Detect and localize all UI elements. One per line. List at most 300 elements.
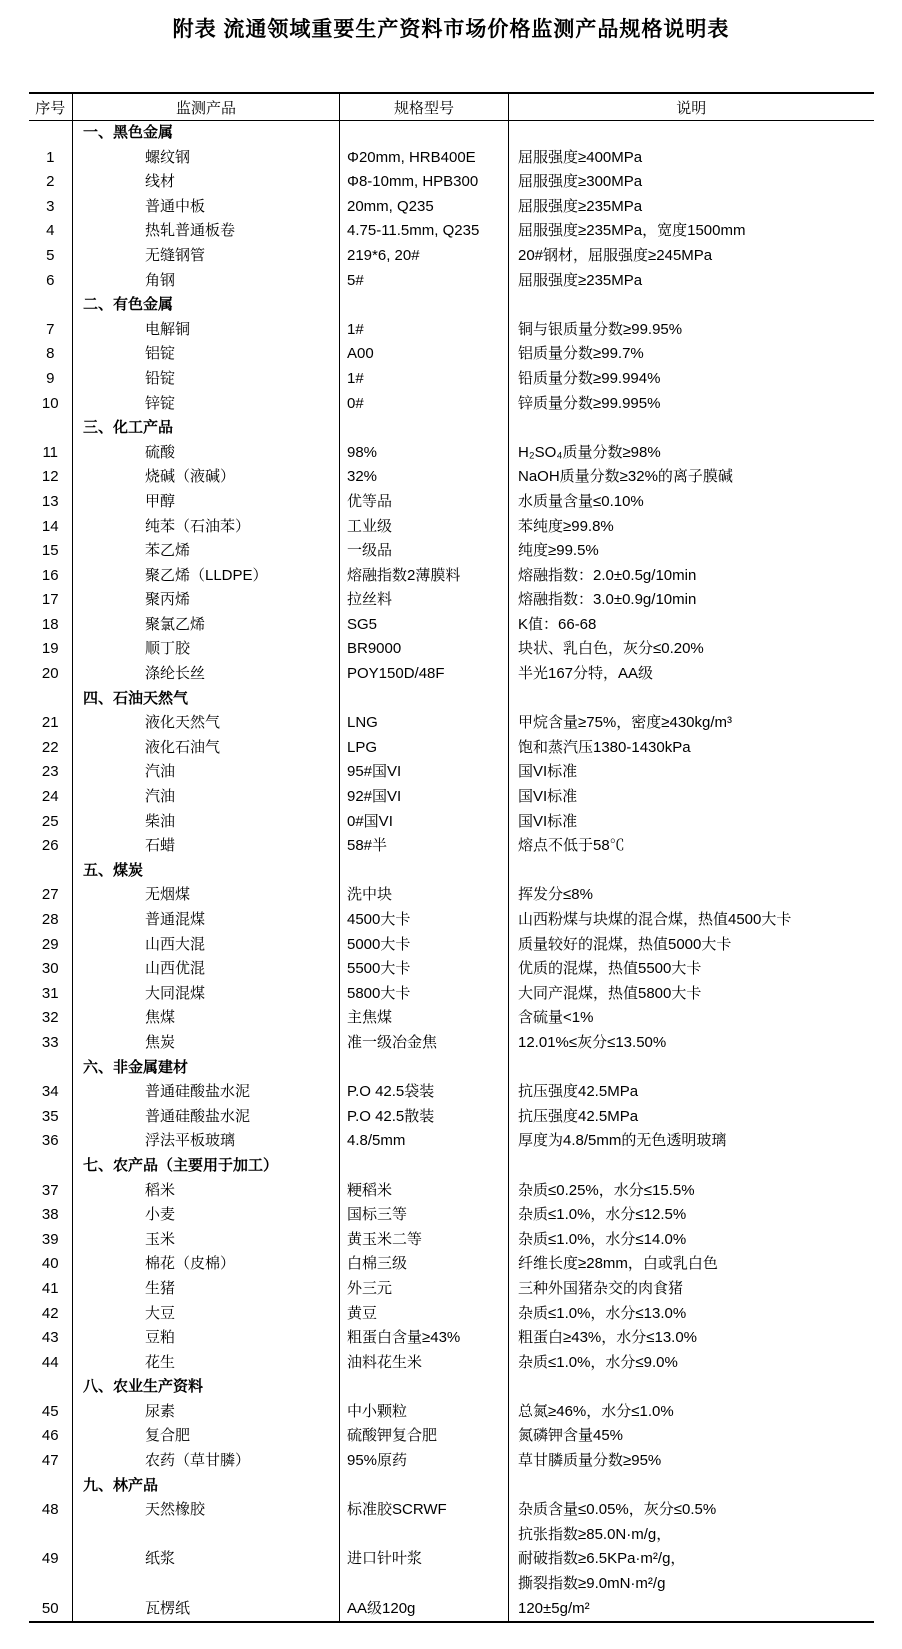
category-no-cell [29,1474,73,1499]
spec-model: 油料花生米 [340,1351,509,1376]
product-row [29,1302,874,1327]
description [509,662,874,687]
product-name: 角钢 [73,269,340,294]
spec-model: P.O 42.5袋装 [340,1080,509,1105]
spec-model: 5500大卡 [340,957,509,982]
product-name: 石蜡 [73,834,340,859]
product-name: 普通硅酸盐水泥 [73,1080,340,1105]
row-number: 41 [41,1279,59,1297]
description-line: 饱和蒸汽压1380-1430kPa [518,738,691,756]
product-row [29,170,874,195]
spec-model: 58#半 [340,834,509,859]
product-row [29,465,874,490]
description [509,367,874,392]
description-line: 总氮≥46%，水分≤1.0% [518,1402,674,1420]
row-number: 32 [41,1009,59,1027]
description [509,441,874,466]
product-row [29,1449,874,1474]
row-number: 28 [41,911,59,928]
product-row [29,1105,874,1130]
row-number: 39 [41,1230,59,1248]
spec-model: POY150D/48F [340,662,509,687]
description [509,957,874,982]
product-name: 电解铜 [73,318,340,343]
product-row [29,1277,874,1302]
description [509,1277,874,1302]
category-desc-cell [509,1474,874,1499]
spec-model: 1# [340,318,509,343]
category-spec-cell [340,687,509,712]
row-number: 1 [46,148,55,166]
product-name: 柴油 [73,810,340,835]
spec-model: 92#国VI [340,785,509,810]
product-name: 螺纹钢 [73,146,340,171]
description [509,785,874,810]
description-line: 杂质含量≤0.05%，灰分≤0.5% [518,1501,717,1519]
description-line: 纤维长度≥28mm，白或乳白色 [518,1255,718,1273]
row-number: 36 [41,1132,59,1150]
product-row [29,367,874,392]
header-row [29,93,874,121]
product-name: 普通硅酸盐水泥 [73,1105,340,1130]
product-name: 汽油 [73,760,340,785]
spec-model: 洗中块 [340,883,509,908]
description-line: 国VI标准 [518,812,578,830]
product-row [29,982,874,1007]
product-name: 甲醇 [73,490,340,515]
product-row [29,1547,874,1596]
description-line: 铅质量分数≥99.994% [518,369,661,387]
product-name: 液化天然气 [73,711,340,736]
description-line: 20#钢材，屈服强度≥245MPa [518,246,713,264]
row-number: 33 [41,1033,59,1051]
description [509,539,874,564]
description [509,613,874,638]
category-row [29,1474,874,1499]
col-header-spec: 规格型号 [340,93,509,121]
category-spec-cell [340,416,509,441]
row-number: 48 [41,1501,59,1519]
description-line: 屈服强度≥300MPa [518,173,643,191]
description-line: 优质的混煤，热值5500大卡 [518,960,702,978]
product-name: 焦炭 [73,1031,340,1056]
description [509,219,874,244]
product-name: 锌锭 [73,392,340,417]
product-name: 山西优混 [73,957,340,982]
category-no-cell [29,293,73,318]
spec-model: 准一级冶金焦 [340,1031,509,1056]
description-line: 杂质≤1.0%，水分≤14.0% [518,1230,687,1248]
row-number: 14 [41,517,59,535]
row-number: 7 [46,320,55,338]
product-row [29,342,874,367]
category-desc-cell [509,1056,874,1081]
spec-model: Φ8-10mm, HPB300 [340,170,509,195]
description-line: 屈服强度≥235MPa [518,197,643,215]
description [509,318,874,343]
category-spec-cell [340,859,509,884]
description-line: 质量较好的混煤，热值5000大卡 [518,935,732,953]
category-spec-cell [340,293,509,318]
description-line: 挥发分≤8% [518,886,593,904]
description-line: H₂SO₄质量分数≥98% [518,443,661,461]
col-header-no: 序号 [29,93,73,121]
description [509,908,874,933]
description [509,1326,874,1351]
description-line: 国VI标准 [518,788,578,806]
row-number: 8 [46,345,55,363]
product-row [29,662,874,687]
description [509,810,874,835]
category-label: 三、化工产品 [73,416,340,441]
description-line: 抗张指数≥85.0N·m/g， [518,1525,672,1543]
category-spec-cell [340,121,509,146]
col-header-desc: 说明 [509,93,874,121]
description-line: 撕裂指数≥9.0mN·m²/g [518,1575,666,1593]
row-number: 6 [46,271,55,289]
description-line: 12.01%≤灰分≤13.50% [518,1033,667,1051]
spec-model: 粗蛋白含量≥43% [340,1326,509,1351]
product-name: 大豆 [73,1302,340,1327]
row-number: 12 [41,468,59,486]
product-row [29,613,874,638]
spec-model: 4.75-11.5mm, Q235 [340,219,509,244]
description [509,1031,874,1056]
description-line: 大同产混煤，热值5800大卡 [518,984,702,1002]
description [509,244,874,269]
col-header-product: 监测产品 [73,93,340,121]
product-name: 普通中板 [73,195,340,220]
product-row [29,1080,874,1105]
description-line: 厚度为4.8/5mm的无色透明玻璃 [518,1132,727,1150]
category-spec-cell [340,1154,509,1179]
spec-model: A00 [340,342,509,367]
product-name: 棉花（皮棉） [73,1252,340,1277]
category-desc-cell [509,121,874,146]
spec-model: 20mm, Q235 [340,195,509,220]
description-line: 杂质≤0.25%，水分≤15.5% [518,1181,695,1199]
spec-model: 黄豆 [340,1302,509,1327]
spec-model: 中小颗粒 [340,1400,509,1425]
row-number: 30 [41,960,59,978]
spec-model: 硫酸钾复合肥 [340,1424,509,1449]
product-name: 铅锭 [73,367,340,392]
category-no-cell [29,1375,73,1400]
description-line: 山西粉煤与块煤的混合煤，热值4500大卡 [518,911,792,928]
product-name: 普通混煤 [73,908,340,933]
description [509,1424,874,1449]
description-line: 屈服强度≥400MPa [518,148,643,166]
category-label: 八、农业生产资料 [73,1375,340,1400]
product-name: 花生 [73,1351,340,1376]
description [509,982,874,1007]
spec-model: 95%原药 [340,1449,509,1474]
category-spec-cell [340,1375,509,1400]
description-line: 含硫量<1% [518,1009,594,1027]
spec-model: 粳稻米 [340,1179,509,1204]
category-no-cell [29,859,73,884]
description [509,1080,874,1105]
spec-model: 1# [340,367,509,392]
row-number: 24 [41,788,59,806]
row-number: 46 [41,1427,59,1445]
row-number: 21 [41,714,59,732]
spec-model: BR9000 [340,637,509,662]
product-name: 尿素 [73,1400,340,1425]
product-name: 农药（草甘膦） [73,1449,340,1474]
category-label: 七、农产品（主要用于加工） [73,1154,340,1179]
description [509,933,874,958]
product-row [29,244,874,269]
description [509,465,874,490]
description-line: 国VI标准 [518,763,578,781]
product-name: 聚乙烯（LLDPE） [73,564,340,589]
description [509,392,874,417]
row-number: 25 [41,812,59,830]
category-label: 一、黑色金属 [73,121,340,146]
spec-model: 5# [340,269,509,294]
product-name: 涤纶长丝 [73,662,340,687]
description-line: 杂质≤1.0%，水分≤13.0% [518,1304,687,1322]
product-name: 聚丙烯 [73,588,340,613]
description-line: 铜与银质量分数≥99.95% [518,320,683,338]
product-name: 铝锭 [73,342,340,367]
spec-model: 外三元 [340,1277,509,1302]
product-row [29,1129,874,1154]
row-number: 31 [41,984,59,1002]
description-line: 铝质量分数≥99.7% [518,345,644,363]
product-name: 纸浆 [73,1547,340,1596]
description [509,1006,874,1031]
spec-model: 拉丝料 [340,588,509,613]
product-name: 生猪 [73,1277,340,1302]
product-row [29,736,874,761]
product-row [29,1351,874,1376]
product-name: 液化石油气 [73,736,340,761]
category-label: 六、非金属建材 [73,1056,340,1081]
row-number: 45 [41,1402,59,1420]
row-number: 34 [41,1083,59,1101]
category-row [29,1056,874,1081]
spec-model: 4500大卡 [340,908,509,933]
description [509,834,874,859]
description [509,1547,874,1596]
row-number: 5 [46,246,55,264]
row-number: 40 [41,1255,59,1273]
description-line: 熔融指数：3.0±0.9g/10min [518,591,697,609]
product-row [29,219,874,244]
category-row [29,1375,874,1400]
product-row [29,490,874,515]
row-number: 15 [41,542,59,560]
description-line: 块状、乳白色，灰分≤0.20% [518,640,704,658]
description [509,883,874,908]
category-row [29,859,874,884]
product-row [29,1400,874,1425]
spec-model: 219*6, 20# [340,244,509,269]
row-number: 3 [46,197,55,215]
row-number: 16 [41,566,59,584]
row-number: 20 [41,665,59,683]
category-desc-cell [509,859,874,884]
spec-model: 5800大卡 [340,982,509,1007]
spec-model: 95#国VI [340,760,509,785]
category-label: 五、煤炭 [73,859,340,884]
row-number: 26 [41,837,59,855]
description-line: 甲烷含量≥75%，密度≥430kg/m³ [518,714,733,732]
row-number: 27 [41,886,59,904]
category-no-cell [29,121,73,146]
product-row [29,564,874,589]
description [509,1597,874,1623]
description-line: K值：66-68 [518,615,597,633]
product-row [29,269,874,294]
row-number: 17 [41,591,59,609]
category-label: 二、有色金属 [73,293,340,318]
category-no-cell [29,1154,73,1179]
description [509,1179,874,1204]
product-row [29,318,874,343]
spec-model: 工业级 [340,515,509,540]
spec-model: SG5 [340,613,509,638]
row-number: 35 [41,1107,59,1125]
spec-model: 进口针叶浆 [340,1547,509,1596]
product-name: 线材 [73,170,340,195]
description [509,1498,874,1547]
product-row [29,146,874,171]
description [509,1351,874,1376]
description [509,195,874,220]
row-number: 42 [41,1304,59,1322]
category-label: 九、林产品 [73,1474,340,1499]
description-line: 耐破指数≥6.5KPa·m²/g， [518,1550,686,1568]
category-no-cell [29,687,73,712]
product-row [29,441,874,466]
category-spec-cell [340,1474,509,1499]
row-number: 13 [41,492,59,510]
row-number: 19 [41,640,59,658]
product-row [29,539,874,564]
description-line: 120±5g/m² [518,1599,590,1617]
category-desc-cell [509,293,874,318]
description-line: 熔点不低于58℃ [518,837,625,855]
product-name: 纯苯（石油苯） [73,515,340,540]
category-desc-cell [509,1154,874,1179]
category-row [29,1154,874,1179]
category-spec-cell [340,1056,509,1081]
description [509,588,874,613]
product-row [29,1597,874,1623]
description [509,711,874,736]
description [509,170,874,195]
spec-model: 一级品 [340,539,509,564]
description [509,1203,874,1228]
row-number: 37 [41,1181,59,1199]
spec-model: LPG [340,736,509,761]
row-number: 2 [46,173,55,191]
product-name: 复合肥 [73,1424,340,1449]
description [509,564,874,589]
description [509,637,874,662]
product-name: 焦煤 [73,1006,340,1031]
table-body [29,121,874,1623]
row-number: 29 [41,935,59,953]
description-line: 屈服强度≥235MPa [518,271,643,289]
description-line: 熔融指数：2.0±0.5g/10min [518,566,697,584]
row-number: 38 [41,1206,59,1224]
product-name: 天然橡胶 [73,1498,340,1547]
description [509,736,874,761]
description [509,760,874,785]
description [509,1449,874,1474]
category-desc-cell [509,416,874,441]
description-line: 氮磷钾含量45% [518,1427,624,1445]
description [509,1228,874,1253]
product-row [29,1006,874,1031]
product-name: 苯乙烯 [73,539,340,564]
description-line: 半光167分特，AA级 [518,665,654,683]
row-number: 50 [41,1599,59,1617]
spec-model: P.O 42.5散装 [340,1105,509,1130]
product-row [29,195,874,220]
product-name: 聚氯乙烯 [73,613,340,638]
row-number: 49 [41,1550,59,1568]
product-name: 稻米 [73,1179,340,1204]
spec-table [29,92,874,1623]
product-name: 浮法平板玻璃 [73,1129,340,1154]
row-number: 18 [41,615,59,633]
spec-model: 32% [340,465,509,490]
product-row [29,1228,874,1253]
product-name: 瓦楞纸 [73,1597,340,1623]
product-row [29,1179,874,1204]
description-line: 苯纯度≥99.8% [518,517,614,535]
product-name: 硫酸 [73,441,340,466]
product-name: 热轧普通板卷 [73,219,340,244]
product-name: 烧碱（液碱） [73,465,340,490]
product-row [29,957,874,982]
product-name: 小麦 [73,1203,340,1228]
category-row [29,121,874,146]
description [509,490,874,515]
product-row [29,908,874,933]
description-line: NaOH质量分数≥32%的离子膜碱 [518,468,733,486]
description-line: 锌质量分数≥99.995% [518,394,661,412]
row-number: 4 [46,222,55,240]
category-row [29,416,874,441]
row-number: 43 [41,1329,59,1347]
product-name: 汽油 [73,785,340,810]
row-number: 47 [41,1452,59,1470]
category-no-cell [29,416,73,441]
page-title: 附表 流通领域重要生产资料市场价格监测产品规格说明表 [172,18,730,41]
spec-model: 标准胶SCRWF [340,1498,509,1547]
description-line: 抗压强度42.5MPa [518,1083,639,1101]
product-name: 无缝钢管 [73,244,340,269]
description-line: 杂质≤1.0%，水分≤9.0% [518,1353,678,1371]
description-line: 纯度≥99.5% [518,542,599,560]
description-line: 抗压强度42.5MPa [518,1107,639,1125]
product-row [29,834,874,859]
row-number: 44 [41,1353,59,1371]
spec-model: Φ20mm, HRB400E [340,146,509,171]
spec-model: 黄玉米二等 [340,1228,509,1253]
product-row [29,392,874,417]
product-row [29,588,874,613]
description [509,269,874,294]
product-name: 豆粕 [73,1326,340,1351]
product-row [29,1031,874,1056]
